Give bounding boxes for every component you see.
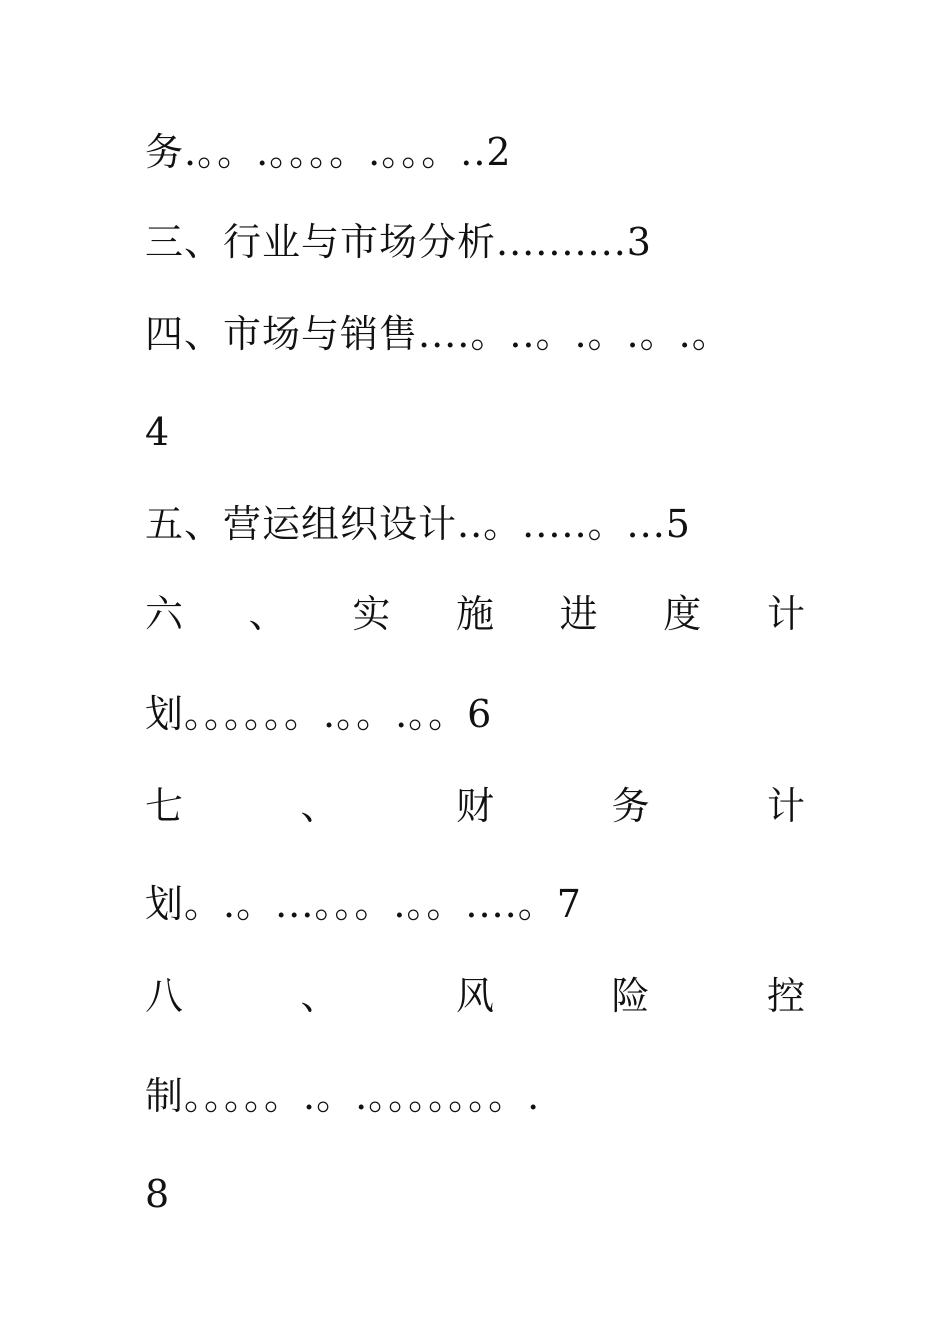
toc-char: 度 <box>663 592 702 636</box>
toc-char: 务 <box>611 784 650 828</box>
toc-char: 险 <box>611 974 650 1018</box>
toc-entry-operations-organization: 五、营运组织设计..。.....。...5 <box>145 502 691 546</box>
toc-entry-continuation: 务.。。.。。。。.。。。..2 <box>145 130 512 174</box>
toc-entry-financial-plan <box>145 782 805 830</box>
toc-char: 、 <box>300 784 339 828</box>
toc-char: 八 <box>145 974 184 1018</box>
toc-entry-continuation: 划。.。...。。。.。。....。7 <box>145 882 582 926</box>
toc-char: 财 <box>455 784 494 828</box>
toc-char: 控 <box>766 974 805 1018</box>
toc-char: 进 <box>559 592 598 636</box>
toc-char: 七 <box>145 784 184 828</box>
toc-char: 计 <box>766 784 805 828</box>
toc-entry-industry-market-analysis: 三、行业与市场分析..........3 <box>145 220 652 264</box>
toc-entry-continuation: 划。。。。。。.。。.。。6 <box>145 692 493 736</box>
toc-char: 计 <box>766 592 805 636</box>
toc-char: 、 <box>248 592 287 636</box>
toc-entry-continuation: 制。。。。。.。.。。。。。。。. <box>145 1074 541 1118</box>
toc-entry-implementation-schedule <box>145 590 805 638</box>
toc-char: 、 <box>300 974 339 1018</box>
toc-page-number: 4 <box>145 410 171 454</box>
toc-entry-market-sales: 四、市场与销售....。..。.。.。.。 <box>145 312 731 356</box>
toc-entry-risk-control <box>145 972 805 1020</box>
toc-page-number: 8 <box>145 1172 171 1216</box>
toc-char: 实 <box>352 592 391 636</box>
toc-char: 风 <box>455 974 494 1018</box>
toc-char: 施 <box>455 592 494 636</box>
toc-char: 六 <box>145 592 184 636</box>
